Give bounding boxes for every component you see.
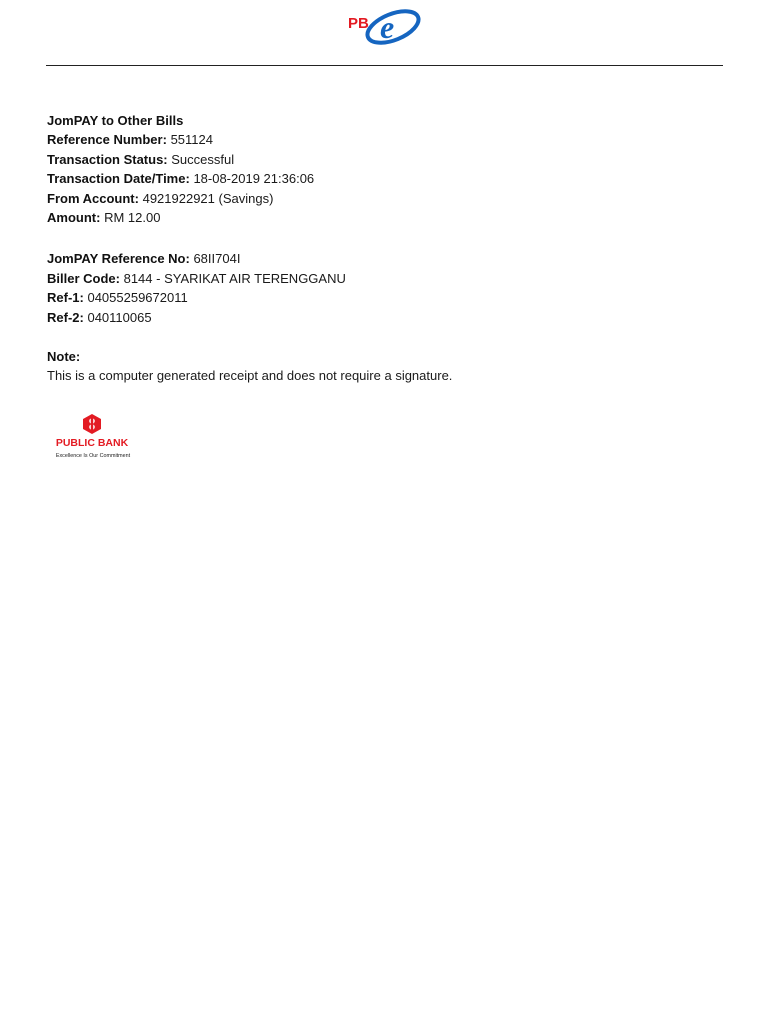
public-bank-emblem-icon <box>83 414 101 434</box>
reference-number-row: Reference Number: 551124 <box>47 132 213 148</box>
public-bank-tagline: Excellence Is Our Commitment <box>55 453 131 459</box>
ref1-value: 04055259672011 <box>87 290 188 306</box>
amount-row: Amount: RM 12.00 <box>47 210 161 226</box>
transaction-datetime-value: 18-08-2019 21:36:06 <box>193 171 315 187</box>
transaction-status-value: Successful <box>171 151 235 167</box>
public-bank-name: PUBLIC BANK <box>55 437 129 449</box>
receipt-title: JomPAY to Other Bills <box>47 113 184 128</box>
ref2-row: Ref-2: 040110065 <box>47 309 152 325</box>
jompay-reference-row: JomPAY Reference No: 68II704I <box>47 251 241 267</box>
from-account-row: From Account: 4921922921 (Savings) <box>47 190 274 206</box>
jompay-reference-value: 68II704I <box>193 251 241 267</box>
note-text: This is a computer generated receipt and does not require a signature. <box>47 368 453 384</box>
biller-code-row: Biller Code: 8144 - SYARIKAT AIR TERENGGANU <box>47 270 346 286</box>
biller-code-value: 8144 - SYARIKAT AIR TERENGGANU <box>123 270 346 286</box>
receipt-details <box>47 111 707 386</box>
from-account-value: 4921922921 (Savings) <box>142 190 274 206</box>
pbe-logo-text: PB <box>348 15 369 32</box>
amount-value: RM 12.00 <box>104 210 161 226</box>
public-bank-logo <box>47 412 143 462</box>
transaction-status-row: Transaction Status: Successful <box>47 151 235 167</box>
pbe-logo <box>346 8 424 46</box>
ref1-row: Ref-1: 04055259672011 <box>47 290 188 306</box>
svg-text:e: e <box>380 9 395 45</box>
note-label: Note: <box>47 349 81 365</box>
reference-number-value: 551124 <box>170 132 213 148</box>
transaction-datetime-row: Transaction Date/Time: 18-08-2019 21:36:06 <box>47 171 315 187</box>
header-divider <box>46 65 723 66</box>
ref2-value: 040110065 <box>87 309 152 325</box>
